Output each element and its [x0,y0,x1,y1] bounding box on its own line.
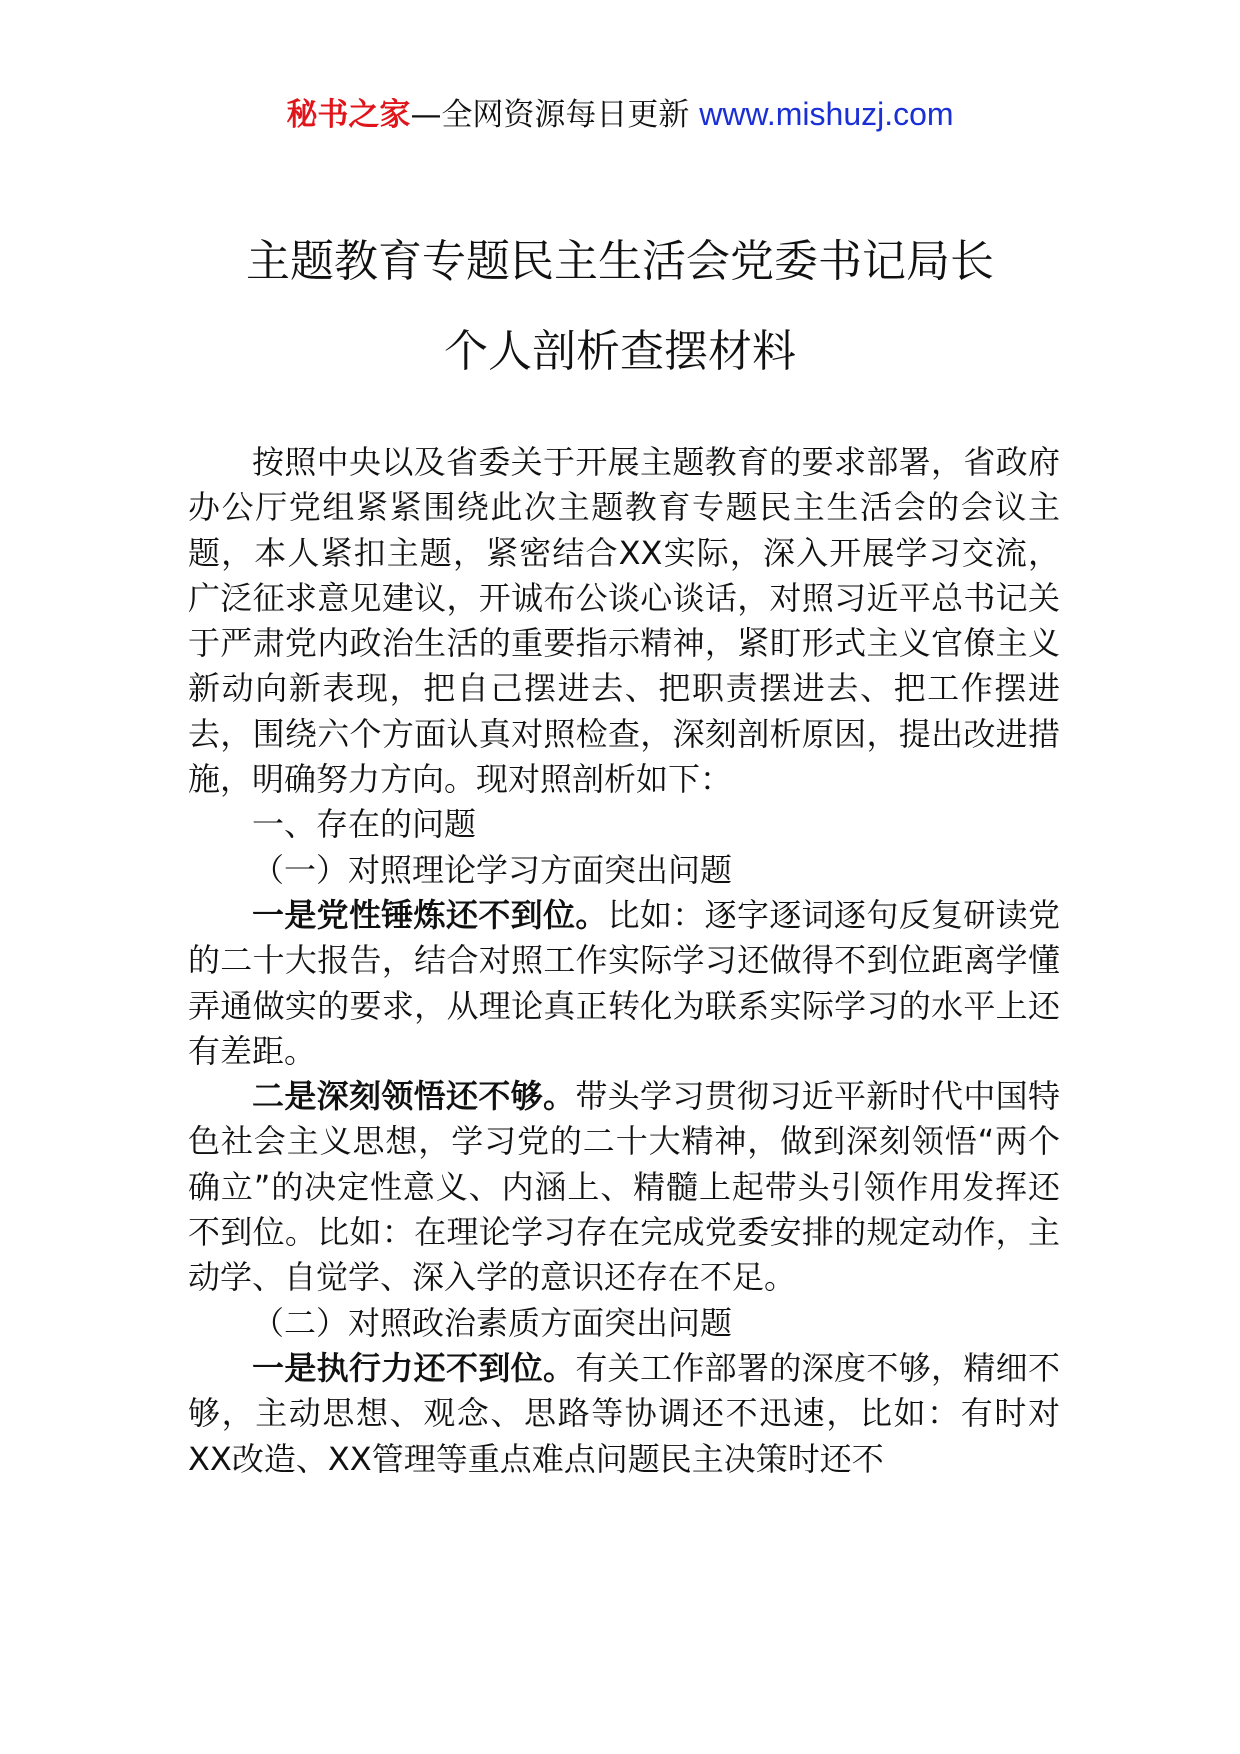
paragraph-lead: 一是党性锤炼还不到位。 [252,895,608,934]
paragraph [188,893,1060,1074]
paragraph-text: 有关工作部署的深度不够，精细不够，主动思想、观念、思路等协调还不迅速，比如：有时对XX改造、XX管理等重点难点问题民主决策时还不 [188,1348,1060,1478]
subsection-heading: （一）对照理论学习方面突出问题 [252,850,733,889]
paragraph-text: 比如：逐字逐词逐句反复研读党的二十大报告，结合对照工作实际学习还做得不到位距离学懂弄通做实的要求，从理论真正转化为联系实际学习的水平上还有差距。 [188,895,1060,1070]
brand-name: 秘书之家 [286,97,411,133]
document-title-line-2: 个人剖析查摆材料 [444,326,796,377]
section-heading: 一、存在的问题 [252,805,477,844]
paragraph-text: 带头学习贯彻习近平新时代中国特色社会主义思想，学习党的二十大精神，做到深刻领悟“两个确立”的决定性意义、内涵上、精髓上起带头引领作用发挥还不到位。比如：在理论学习存在完成党委安排的规定动作，主动学、自觉学、深入学的意识还存在不足。 [188,1077,1060,1297]
site-url-link[interactable]: www.mishuzj.com [699,96,954,132]
subsection-heading: （二）对照政治素质方面突出问题 [252,1303,733,1342]
paragraph-lead: 一是执行力还不到位。 [252,1348,576,1387]
document-title-line-1: 主题教育专题民主生活会党委书记局长 [246,236,994,287]
paragraph-lead: 二是深刻领悟还不够。 [252,1077,576,1116]
site-banner [0,94,1240,135]
intro-paragraph: 按照中央以及省委关于开展主题教育的要求部署，省政府办公厅党组紧紧围绕此次主题教育专题民主生活会的会议主题，本人紧扣主题，紧密结合XX实际，深入开展学习交流，广泛征求意见建议，开诚布公谈心谈话，对照习近平总书记关于严肃党内政治生活的重要指示精神，紧盯形式主义官僚主义新动向新表现，把自己摆进去、把职责摆进去、把工作摆进去，围绕六个方面认真对照检查，深刻剖析原因，提出改进措施，明确努力方向。现对照剖析如下： [188,443,1060,799]
document-body [188,440,1060,1482]
paragraph [188,1074,1060,1300]
banner-slogan: —全网资源每日更新 [410,97,700,133]
paragraph [188,1346,1060,1482]
